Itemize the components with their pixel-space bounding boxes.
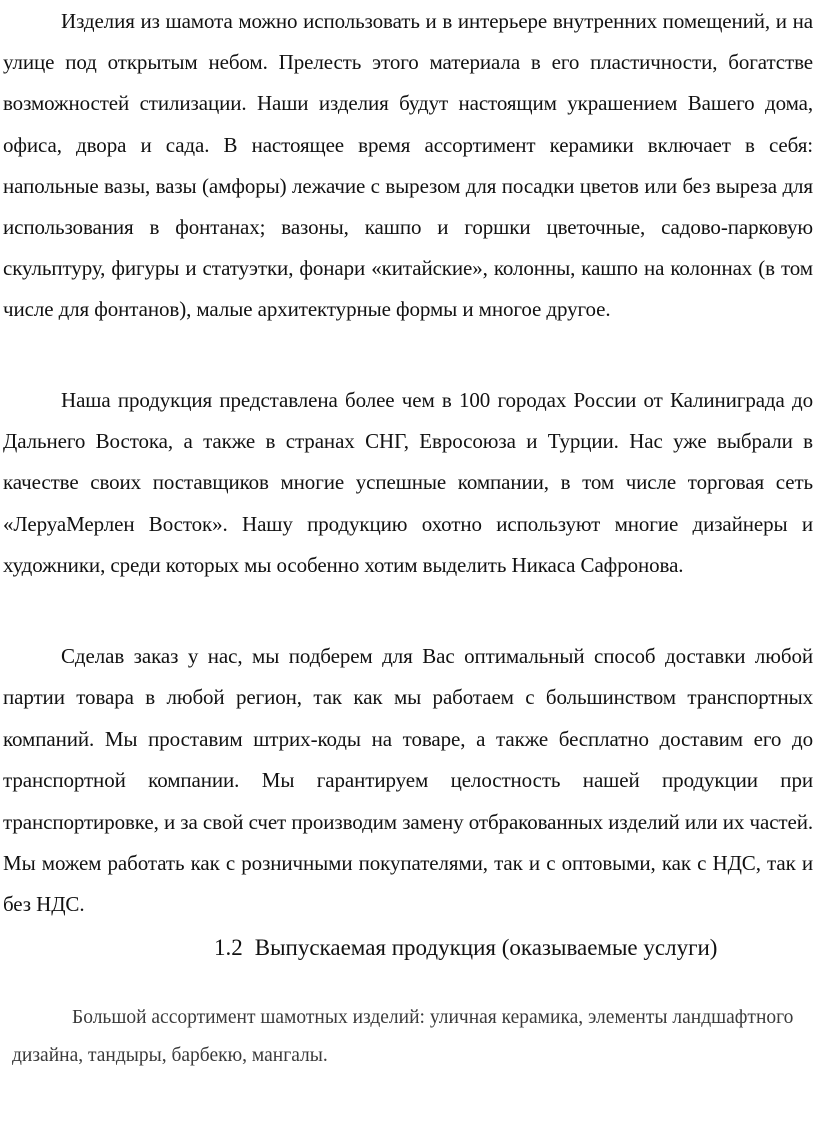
paragraph-geography: Наша продукция представлена более чем в 100 городах России от Калиниграда до Дальнего Востока, а также в странах СНГ, Евросоюза и Турции. Нас уже выбрали в качестве своих поставщиков многие успешные компании, в том числе торговая сеть «ЛеруаМерлен Восток». Нашу продукцию охотно используют многие дизайнеры и художники, среди которых мы особенно хотим выделить Никаса Сафронова. bbox=[3, 388, 813, 577]
paragraph-assortment: Большой ассортимент шамотных изделий: уличная керамика, элементы ландшафтного дизайна, тандыры, барбекю, мангалы. bbox=[12, 1007, 794, 1066]
section-title: Выпускаемая продукция (оказываемые услуги) bbox=[254, 935, 718, 960]
section-heading bbox=[214, 935, 717, 961]
section-number: 1.2 bbox=[214, 935, 243, 960]
paragraph-delivery: Сделав заказ у нас, мы подберем для Вас оптимальный способ доставки любой партии товара в любой регион, так как мы работаем с большинством транспортных компаний. Мы проставим штрих-коды на товаре, а также бесплатно доставим его до транспортной компании. Мы гарантируем целостность нашей продукции при транспортировке, и за свой счет производим замену отбракованных изделий или их частей. Мы можем работать как с розничными покупателями, так и с оптовыми, как с НДС, так и без НДС. bbox=[3, 644, 813, 917]
paragraph-materials: Изделия из шамота можно использовать и в интерьере внутренних помещений, и на улице под открытым небом. Прелесть этого материала в его пластичности, богатстве возможностей стилизации. Наши изделия будут настоящим украшением Вашего дома, офиса, двора и сада. В настоящее время ассортимент керамики включает в себя: напольные вазы, вазы (амфоры) лежачие с вырезом для посадки цветов или без выреза для использования в фонтанах; вазоны, кашпо и горшки цветочные, садово-парковую скульптуру, фигуры и статуэтки, фонари «китайские», колонны, кашпо на колоннах (в том числе для фонтанов), малые архитектурные формы и многое другое. bbox=[3, 9, 813, 322]
